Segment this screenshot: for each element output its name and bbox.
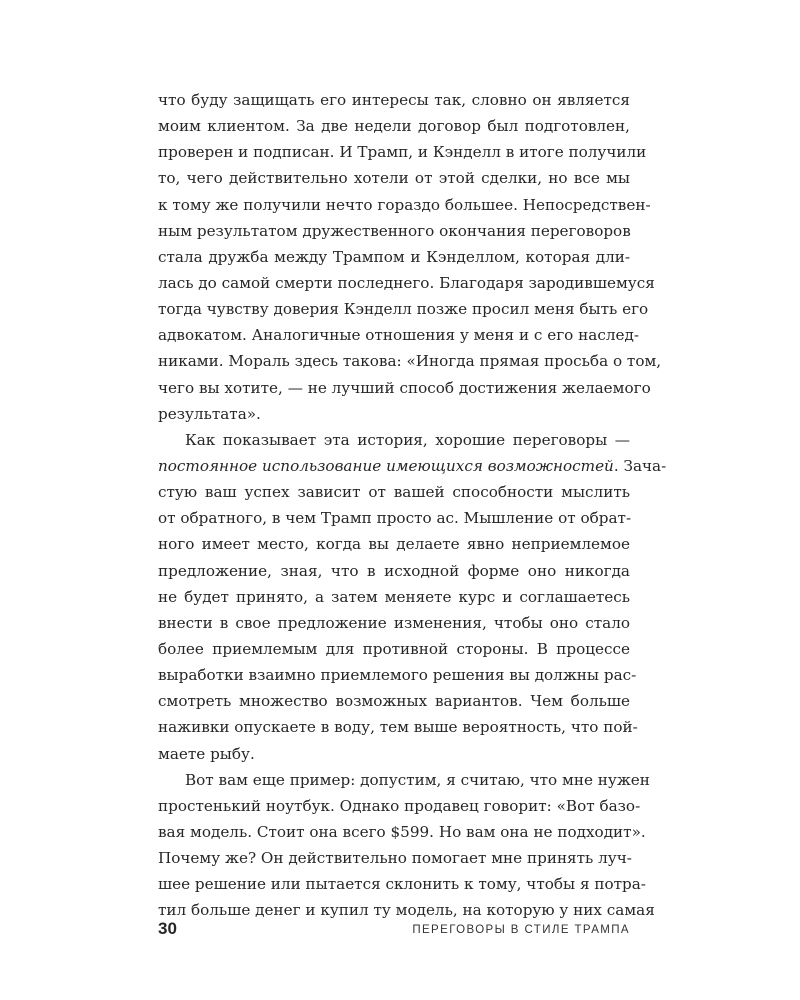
text-line: наживки опускаете в воду, тем выше вероятность, что пой- [158,718,638,737]
text-line: тогда чувству доверия Кэнделл позже просил меня быть его [158,300,649,319]
running-title: ПЕРЕГОВОРЫ В СТИЛЕ ТРАМПА [412,924,630,936]
text-line: результата». [158,404,261,423]
text-line: шее решение или пытается склонить к тому, чтобы я потра- [158,875,646,894]
page-number: 30 [158,919,177,938]
text-line: Почему же? Он действительно помогает мне принять луч- [158,849,632,868]
text-line: от обратного, в чем Трамп просто ас. Мышление от обрат- [158,509,632,528]
text-line: более приемлемым для противной стороны. В процессе [158,639,630,658]
body-text [158,87,667,924]
text-line: выработки взаимно приемлемого решения вы должны рас- [158,666,637,685]
text-line: адвокатом. Аналогичные отношения у меня и с его наслед- [158,326,639,345]
text-line: ным результатом дружественного окончания переговоров [158,221,631,240]
text-line: внести в свое предложение изменения, чтобы оно стало [158,613,630,632]
text-line: предложение, зная, что в исходной форме оно никогда [158,561,630,580]
text-line: стала дружба между Трампом и Кэнделлом, которая дли- [158,247,630,266]
text-line: к тому же получили нечто гораздо большее. Непосредствен- [158,195,651,214]
text-line: смотреть множество возможных вариантов. Чем больше [158,692,630,711]
text-line: моим клиентом. За две недели договор был подготовлен, [158,117,630,136]
text-line: маете рыбу. [158,744,255,763]
text-line: Вот вам еще пример: допустим, я считаю, что мне нужен [185,770,650,789]
text-line: вая модель. Стоит она всего $599. Но вам она не подходит». [158,822,646,841]
text-line: то, чего действительно хотели от этой сделки, но все мы [158,169,630,188]
text-line: никами. Мораль здесь такова: «Иногда прямая просьба о том, [158,352,662,371]
text-line: лась до самой смерти последнего. Благодаря зародившемуся [158,273,655,292]
text-line: тил больше денег и купил ту модель, на которую у них самая [158,901,655,920]
text-line: простенький ноутбук. Однако продавец говорит: «Вот базо- [158,796,641,815]
page-footer [158,918,630,942]
text-line: чего вы хотите, — не лучший способ достижения желаемого [158,378,651,397]
text-line: не будет принято, а затем меняете курс и соглашаетесь [158,587,630,606]
italic-phrase: постоянное использование имеющихся возможностей [158,456,614,475]
text-line: что буду защищать его интересы так, словно он является [158,91,630,109]
text-line: Как показывает эта история, хорошие переговоры — [185,430,630,449]
text-line: стую ваш успех зависит от вашей способности мыслить [158,483,630,502]
text-line: проверен и подписан. И Трамп, и Кэнделл в итоге получили [158,143,647,162]
text-line: ного имеет место, когда вы делаете явно неприемлемое [158,535,630,554]
text-line-mixed [158,453,667,479]
text-fragment: . Зача- [613,456,667,475]
